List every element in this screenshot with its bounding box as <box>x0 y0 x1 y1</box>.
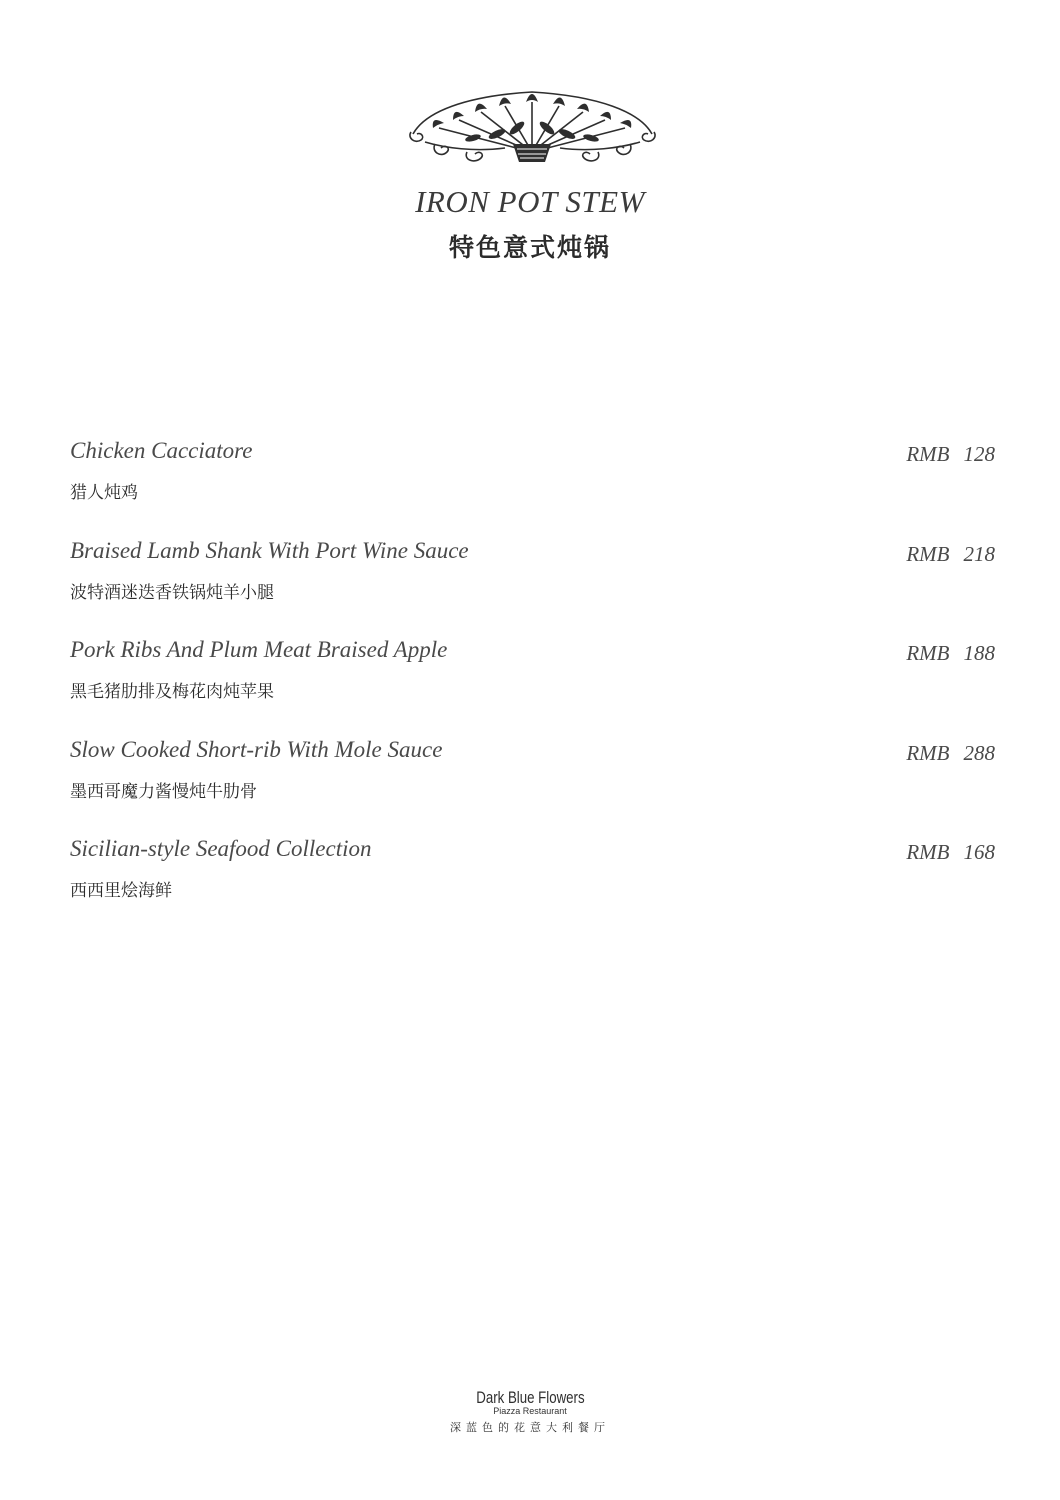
dish-price <box>906 840 995 865</box>
price-currency: RMB <box>906 641 950 665</box>
price-currency: RMB <box>906 740 950 765</box>
restaurant-name-chinese: 深蓝色的花意大利餐厅 <box>450 1421 610 1434</box>
dish-name-chinese: 黑毛猪肋排及梅花肉炖苹果 <box>70 682 274 702</box>
floral-crest-icon <box>405 82 660 168</box>
price-currency: RMB <box>906 840 950 864</box>
menu-item <box>70 438 995 538</box>
menu-item <box>70 538 995 638</box>
dish-price <box>906 641 995 666</box>
restaurant-footer <box>0 1388 1060 1435</box>
dish-name: Chicken Cacciatore <box>70 438 253 463</box>
dish-name-chinese: 西西里烩海鲜 <box>70 881 172 901</box>
section-title: IRON POT STEW <box>415 184 645 219</box>
price-value: 188 <box>963 641 995 665</box>
price-currency: RMB <box>906 442 950 466</box>
menu-item <box>70 637 995 737</box>
restaurant-subtitle: Piazza Restaurant <box>493 1406 567 1416</box>
price-value: 168 <box>963 840 995 864</box>
restaurant-logo: Dark Blue Flowers <box>475 1388 585 1407</box>
menu-list <box>70 438 995 936</box>
dish-name: Braised Lamb Shank With Port Wine Sauce <box>70 537 469 563</box>
menu-item <box>70 737 995 837</box>
dish-price <box>906 542 995 567</box>
price-value: 128 <box>963 442 995 466</box>
dish-name: Sicilian-style Seafood Collection <box>70 836 372 861</box>
dish-price <box>906 442 995 467</box>
dish-name-chinese: 波特酒迷迭香铁锅炖羊小腿 <box>70 582 274 603</box>
menu-item <box>70 836 995 936</box>
price-value: 288 <box>963 740 995 765</box>
dish-price <box>906 741 995 766</box>
price-value: 218 <box>963 541 995 566</box>
dish-name: Slow Cooked Short-rib With Mole Sauce <box>70 736 443 762</box>
section-title-chinese: 特色意式炖锅 <box>448 233 611 262</box>
price-currency: RMB <box>906 541 950 566</box>
dish-name-chinese: 猎人炖鸡 <box>70 483 138 503</box>
dish-name-chinese: 墨西哥魔力酱慢炖牛肋骨 <box>70 781 257 802</box>
dish-name: Pork Ribs And Plum Meat Braised Apple <box>70 637 448 662</box>
